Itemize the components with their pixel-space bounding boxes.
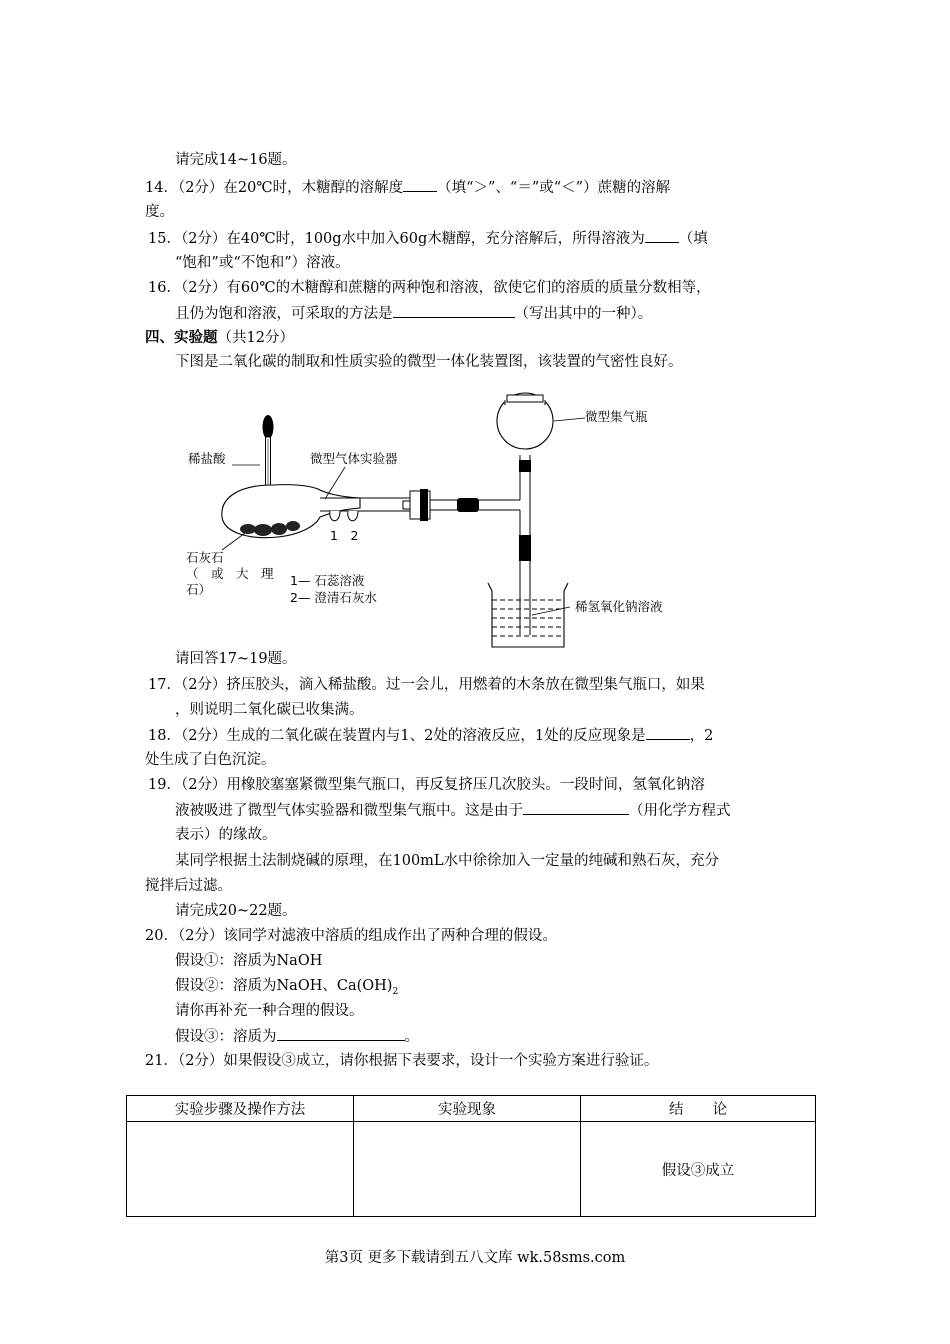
question-15-cont: “饱和”或“不饱和”）溶液。 <box>175 255 350 271</box>
hypothesis-2-text: 假设②：溶质为NaOH、Ca(OH) <box>175 978 393 994</box>
q19-number: 19． <box>148 777 181 793</box>
page-footer: 第3页 更多下载请到五八文库 wk.58sms.com <box>324 1250 626 1266</box>
tube-connector <box>403 489 520 521</box>
q19-answer-blank[interactable] <box>523 800 629 815</box>
hypothesis-3-end: 。 <box>404 1029 419 1045</box>
q15-text-b: （填 <box>678 231 708 247</box>
header-conclusion: 结 论 <box>581 1096 816 1122</box>
question-14 <box>145 177 670 198</box>
question-20 <box>145 926 557 946</box>
q20-number: 20． <box>145 928 178 944</box>
beaker <box>488 583 570 647</box>
q21-number: 21． <box>145 1053 178 1069</box>
collecting-bottle <box>497 393 585 449</box>
question-19-cont-2: 表示）的缘故。 <box>175 827 277 843</box>
intro-17-19: 请回答17~19题。 <box>175 651 297 667</box>
question-18 <box>148 725 713 746</box>
q16-answer-blank[interactable] <box>393 303 515 318</box>
q19-text-b: 液被吸进了微型气体实验器和微型集气瓶中。这是由于 <box>175 803 523 819</box>
label-stone-3: 石） <box>186 582 212 597</box>
intro-14-16: 请完成14~16题。 <box>175 152 297 168</box>
caustic-soda-passage-cont: 搅拌后过滤。 <box>145 878 232 894</box>
question-21 <box>145 1051 658 1071</box>
q14-text-b: （填“＞”、“＝”或“＜”）蔗糖的溶解 <box>437 180 671 196</box>
section-4-title: 四、实验题 <box>145 329 218 346</box>
q18-text-b: ，2 <box>689 728 714 744</box>
section-4-score: （共12分） <box>217 330 294 346</box>
q16-text-a: （2分）有60℃的木糖醇和蔗糖的两种饱和溶液，欲使它们的溶质的质量分数相等， <box>180 280 711 296</box>
question-18-cont: 处生成了白色沉淀。 <box>145 752 276 768</box>
q19-text-a: （2分）用橡胶塞塞紧微型集气瓶口，再反复挤压几次胶头。一段时间，氢氧化钠溶 <box>180 777 705 793</box>
cell-conclusion: 假设③成立 <box>581 1122 816 1217</box>
legend-1: 1— 石蕊溶液 <box>290 573 365 588</box>
q16-text-b: 且仍为饱和溶液，可采取的方法是 <box>175 306 393 322</box>
q14-answer-blank[interactable] <box>403 177 437 192</box>
intro-20-22: 请完成20~22题。 <box>175 903 297 919</box>
label-stone-2: （ 或 大 理 <box>186 566 274 581</box>
q16-text-c: （写出其中的一种）。 <box>514 306 653 322</box>
q18-number: 18． <box>148 728 181 744</box>
hypothesis-2-subscript: 2 <box>392 986 399 997</box>
q15-number: 15． <box>148 231 181 247</box>
hypothesis-3-blank[interactable] <box>277 1026 405 1041</box>
table-row <box>127 1122 816 1217</box>
experiment-intro: 下图是二氧化碳的制取和性质实验的微型一体化装置图，该装置的气密性良好。 <box>175 354 683 370</box>
gas-apparatus-flask <box>222 485 410 538</box>
question-14-cont: 度。 <box>145 204 174 220</box>
label-naoh: 稀氢氧化钠溶液 <box>575 599 663 614</box>
label-acid: 稀盐酸 <box>188 451 226 466</box>
experiment-table <box>126 1095 816 1217</box>
question-19 <box>148 775 705 795</box>
q15-text-a: （2分）在40℃时，100g水中加入60g木糖醇，充分溶解后，所得溶液为 <box>180 231 645 247</box>
hypothesis-2 <box>175 976 398 1002</box>
cell-steps[interactable] <box>127 1122 354 1217</box>
q14-number: 14． <box>145 180 178 196</box>
q18-text-a: （2分）生成的二氧化碳在装置内与1、2处的溶液反应，1处的反应现象是 <box>180 728 646 744</box>
cell-phenomena[interactable] <box>354 1122 581 1217</box>
q18-answer-blank[interactable] <box>646 725 690 740</box>
question-16-cont <box>175 303 652 324</box>
caustic-soda-passage: 某同学根据土法制烧碱的原理，在100mL水中徐徐加入一定量的纯碱和熟石灰，充分 <box>175 853 720 869</box>
q17-number: 17． <box>148 677 181 693</box>
header-phenomena: 实验现象 <box>354 1096 581 1122</box>
hypothesis-prompt: 请你再补充一种合理的假设。 <box>175 1003 364 1019</box>
apparatus-diagram <box>170 385 730 655</box>
q14-text-a: （2分）在20℃时，木糖醇的溶解度 <box>177 180 404 196</box>
question-17-cont: ，则说明二氧化碳已收集满。 <box>175 702 364 718</box>
q16-number: 16． <box>148 280 181 296</box>
label-bottle: 微型集气瓶 <box>585 409 648 424</box>
question-17 <box>148 675 705 695</box>
q19-text-c: （用化学方程式 <box>629 803 731 819</box>
q17-text-a: （2分）挤压胶头，滴入稀盐酸。过一会儿，用燃着的木条放在微型集气瓶口，如果 <box>180 677 705 693</box>
hypothesis-3-text: 假设③：溶质为 <box>175 1029 277 1045</box>
hypothesis-3 <box>175 1026 419 1047</box>
hypothesis-1: 假设①：溶质为NaOH <box>175 953 323 969</box>
header-steps: 实验步骤及操作方法 <box>127 1096 354 1122</box>
q21-text-a: （2分）如果假设③成立，请你根据下表要求，设计一个实验方案进行验证。 <box>177 1053 659 1069</box>
q15-answer-blank[interactable] <box>645 228 679 243</box>
question-16 <box>148 278 711 298</box>
q20-text-a: （2分）该同学对滤液中溶质的组成作出了两种合理的假设。 <box>177 928 557 944</box>
question-19-cont <box>175 800 731 821</box>
t-tube <box>519 455 531 635</box>
label-apparatus: 微型气体实验器 <box>310 451 398 466</box>
section-4-heading <box>145 328 294 348</box>
question-15 <box>148 228 708 249</box>
legend-2: 2— 澄清石灰水 <box>290 590 377 605</box>
label-wells: 1 2 <box>330 528 359 543</box>
table-header-row <box>127 1096 816 1122</box>
label-stone-1: 石灰石 <box>186 550 224 565</box>
